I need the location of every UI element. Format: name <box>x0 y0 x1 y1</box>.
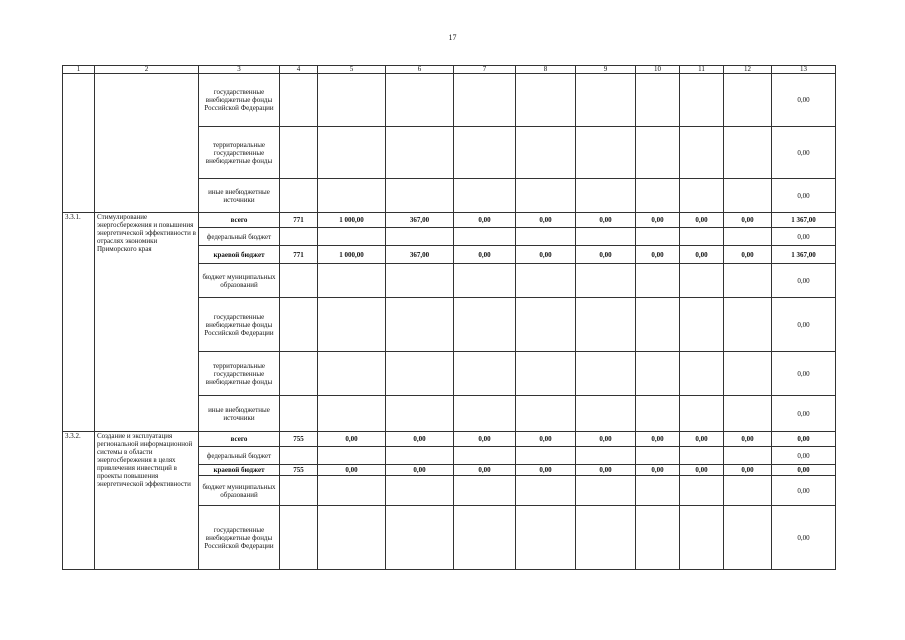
value-cell-c7 <box>454 74 516 127</box>
funding-source: краевой бюджет <box>199 246 280 264</box>
value-cell-c4: 755 <box>280 432 318 447</box>
value-cell-c8 <box>516 228 576 246</box>
value-cell-c12: 0,00 <box>724 246 772 264</box>
funding-source: иные внебюджетные источники <box>199 396 280 432</box>
value-cell-c13: 0,00 <box>772 396 836 432</box>
value-cell-c9 <box>576 179 636 213</box>
funding-source: территориальные государственные внебюджетные фонды <box>199 352 280 396</box>
section-code: 3.3.2. <box>63 432 95 570</box>
value-cell-c4 <box>280 298 318 352</box>
value-cell-c4 <box>280 396 318 432</box>
value-cell-c8 <box>516 74 576 127</box>
value-cell-c7 <box>454 352 516 396</box>
value-cell-c5 <box>318 228 386 246</box>
value-cell-c13: 1 367,00 <box>772 246 836 264</box>
value-cell-c13: 0,00 <box>772 74 836 127</box>
value-cell-c6 <box>386 396 454 432</box>
column-number: 6 <box>386 66 454 74</box>
value-cell-c5: 1 000,00 <box>318 213 386 228</box>
value-cell-c4: 771 <box>280 213 318 228</box>
value-cell-c12 <box>724 127 772 179</box>
value-cell-c8 <box>516 352 576 396</box>
value-cell-c8 <box>516 396 576 432</box>
value-cell-c6: 0,00 <box>386 432 454 447</box>
section-title: Стимулирование энергосбережения и повышения энергетической эффективности в отраслях экономики Приморского края <box>95 213 199 432</box>
value-cell-c4 <box>280 228 318 246</box>
value-cell-c9 <box>576 127 636 179</box>
value-cell-c5 <box>318 396 386 432</box>
value-cell-c12 <box>724 298 772 352</box>
value-cell-c7 <box>454 228 516 246</box>
value-cell-c13: 0,00 <box>772 432 836 447</box>
value-cell-c8: 0,00 <box>516 246 576 264</box>
value-cell-c12 <box>724 264 772 298</box>
value-cell-c12: 0,00 <box>724 465 772 476</box>
value-cell-c9 <box>576 352 636 396</box>
value-cell-c13: 0,00 <box>772 179 836 213</box>
value-cell-c12: 0,00 <box>724 213 772 228</box>
value-cell-c6: 0,00 <box>386 465 454 476</box>
funding-source: бюджет муниципальных образований <box>199 476 280 506</box>
value-cell-c11: 0,00 <box>680 432 724 447</box>
funding-source: иные внебюджетные источники <box>199 179 280 213</box>
value-cell-c5 <box>318 352 386 396</box>
value-cell-c11: 0,00 <box>680 246 724 264</box>
value-cell-c12 <box>724 74 772 127</box>
value-cell-c12 <box>724 228 772 246</box>
value-cell-c6 <box>386 476 454 506</box>
column-number: 10 <box>636 66 680 74</box>
value-cell-c9 <box>576 264 636 298</box>
value-cell-c11 <box>680 298 724 352</box>
funding-source: федеральный бюджет <box>199 447 280 465</box>
value-cell-c10 <box>636 476 680 506</box>
value-cell-c6 <box>386 298 454 352</box>
value-cell-c4 <box>280 74 318 127</box>
value-cell-c10: 0,00 <box>636 213 680 228</box>
value-cell-c6: 367,00 <box>386 246 454 264</box>
value-cell-c9 <box>576 447 636 465</box>
column-number: 3 <box>199 66 280 74</box>
value-cell-c9 <box>576 298 636 352</box>
value-cell-c7 <box>454 264 516 298</box>
value-cell-c10: 0,00 <box>636 465 680 476</box>
value-cell-c10 <box>636 228 680 246</box>
column-number: 4 <box>280 66 318 74</box>
value-cell-c5 <box>318 179 386 213</box>
value-cell-c7 <box>454 447 516 465</box>
value-cell-c11: 0,00 <box>680 213 724 228</box>
value-cell-c13: 1 367,00 <box>772 213 836 228</box>
value-cell-c9: 0,00 <box>576 246 636 264</box>
value-cell-c7 <box>454 298 516 352</box>
value-cell-c4 <box>280 506 318 570</box>
value-cell-c12 <box>724 179 772 213</box>
value-cell-c9: 0,00 <box>576 465 636 476</box>
value-cell-c4 <box>280 476 318 506</box>
value-cell-c5 <box>318 298 386 352</box>
column-number: 11 <box>680 66 724 74</box>
value-cell-c5 <box>318 447 386 465</box>
value-cell-c4 <box>280 264 318 298</box>
value-cell-c7: 0,00 <box>454 465 516 476</box>
value-cell-c6 <box>386 506 454 570</box>
value-cell-c7 <box>454 506 516 570</box>
value-cell-c11 <box>680 127 724 179</box>
value-cell-c10 <box>636 298 680 352</box>
value-cell-c8 <box>516 476 576 506</box>
funding-source: бюджет муниципальных образований <box>199 264 280 298</box>
section-code <box>63 74 95 213</box>
value-cell-c13: 0,00 <box>772 476 836 506</box>
funding-source: всего <box>199 213 280 228</box>
value-cell-c12 <box>724 396 772 432</box>
value-cell-c8 <box>516 447 576 465</box>
value-cell-c5 <box>318 476 386 506</box>
value-cell-c13: 0,00 <box>772 264 836 298</box>
value-cell-c11 <box>680 264 724 298</box>
value-cell-c11 <box>680 447 724 465</box>
value-cell-c12 <box>724 476 772 506</box>
value-cell-c10 <box>636 447 680 465</box>
value-cell-c7 <box>454 179 516 213</box>
value-cell-c9 <box>576 74 636 127</box>
value-cell-c5 <box>318 506 386 570</box>
value-cell-c7 <box>454 476 516 506</box>
value-cell-c9 <box>576 506 636 570</box>
budget-table <box>62 65 836 570</box>
funding-source: территориальные государственные внебюджетные фонды <box>199 127 280 179</box>
value-cell-c10 <box>636 127 680 179</box>
column-number: 8 <box>516 66 576 74</box>
value-cell-c9: 0,00 <box>576 213 636 228</box>
value-cell-c11 <box>680 179 724 213</box>
value-cell-c6 <box>386 74 454 127</box>
value-cell-c6 <box>386 127 454 179</box>
value-cell-c10 <box>636 264 680 298</box>
column-number: 7 <box>454 66 516 74</box>
value-cell-c5: 0,00 <box>318 432 386 447</box>
column-number: 9 <box>576 66 636 74</box>
page-number: 17 <box>448 33 457 42</box>
column-number: 13 <box>772 66 836 74</box>
value-cell-c13: 0,00 <box>772 447 836 465</box>
value-cell-c4 <box>280 179 318 213</box>
value-cell-c10: 0,00 <box>636 432 680 447</box>
value-cell-c5: 0,00 <box>318 465 386 476</box>
value-cell-c7: 0,00 <box>454 432 516 447</box>
value-cell-c12 <box>724 352 772 396</box>
value-cell-c13: 0,00 <box>772 127 836 179</box>
value-cell-c6: 367,00 <box>386 213 454 228</box>
value-cell-c11: 0,00 <box>680 465 724 476</box>
section-code: 3.3.1. <box>63 213 95 432</box>
value-cell-c11 <box>680 352 724 396</box>
funding-source: государственные внебюджетные фонды Российской Федерации <box>199 298 280 352</box>
column-number: 1 <box>63 66 95 74</box>
value-cell-c8 <box>516 264 576 298</box>
value-cell-c11 <box>680 396 724 432</box>
value-cell-c5 <box>318 74 386 127</box>
value-cell-c13: 0,00 <box>772 465 836 476</box>
value-cell-c13: 0,00 <box>772 228 836 246</box>
value-cell-c7 <box>454 127 516 179</box>
value-cell-c5: 1 000,00 <box>318 246 386 264</box>
value-cell-c10 <box>636 352 680 396</box>
value-cell-c8: 0,00 <box>516 213 576 228</box>
value-cell-c4: 755 <box>280 465 318 476</box>
funding-source: государственные внебюджетные фонды Российской Федерации <box>199 74 280 127</box>
value-cell-c6 <box>386 179 454 213</box>
value-cell-c10: 0,00 <box>636 246 680 264</box>
value-cell-c9 <box>576 476 636 506</box>
value-cell-c5 <box>318 264 386 298</box>
value-cell-c11 <box>680 476 724 506</box>
value-cell-c6 <box>386 264 454 298</box>
value-cell-c8: 0,00 <box>516 465 576 476</box>
column-number-row <box>63 66 836 74</box>
value-cell-c8: 0,00 <box>516 432 576 447</box>
value-cell-c9 <box>576 396 636 432</box>
funding-source: государственные внебюджетные фонды Российской Федерации <box>199 506 280 570</box>
value-cell-c13: 0,00 <box>772 298 836 352</box>
value-cell-c11 <box>680 506 724 570</box>
section-title <box>95 74 199 213</box>
value-cell-c8 <box>516 179 576 213</box>
table-row <box>63 432 836 447</box>
value-cell-c13: 0,00 <box>772 352 836 396</box>
value-cell-c11 <box>680 74 724 127</box>
value-cell-c8 <box>516 298 576 352</box>
value-cell-c4 <box>280 352 318 396</box>
value-cell-c12 <box>724 447 772 465</box>
value-cell-c8 <box>516 506 576 570</box>
value-cell-c4 <box>280 447 318 465</box>
funding-source: всего <box>199 432 280 447</box>
value-cell-c11 <box>680 228 724 246</box>
value-cell-c9 <box>576 228 636 246</box>
value-cell-c10 <box>636 506 680 570</box>
value-cell-c12 <box>724 506 772 570</box>
table-row <box>63 213 836 228</box>
section-title: Создание и эксплуатация региональной информационной системы в области энергосбережения в целях привлечения инвестиций в проекты повышения энергетической эффективности <box>95 432 199 570</box>
value-cell-c7: 0,00 <box>454 246 516 264</box>
value-cell-c10 <box>636 74 680 127</box>
table-row <box>63 74 836 127</box>
value-cell-c10 <box>636 396 680 432</box>
funding-source: краевой бюджет <box>199 465 280 476</box>
value-cell-c4: 771 <box>280 246 318 264</box>
value-cell-c6 <box>386 352 454 396</box>
column-number: 2 <box>95 66 199 74</box>
column-number: 5 <box>318 66 386 74</box>
value-cell-c7 <box>454 396 516 432</box>
value-cell-c6 <box>386 447 454 465</box>
value-cell-c8 <box>516 127 576 179</box>
value-cell-c10 <box>636 179 680 213</box>
value-cell-c7: 0,00 <box>454 213 516 228</box>
value-cell-c4 <box>280 127 318 179</box>
value-cell-c6 <box>386 228 454 246</box>
funding-source: федеральный бюджет <box>199 228 280 246</box>
column-number: 12 <box>724 66 772 74</box>
value-cell-c12: 0,00 <box>724 432 772 447</box>
value-cell-c5 <box>318 127 386 179</box>
value-cell-c13: 0,00 <box>772 506 836 570</box>
value-cell-c9: 0,00 <box>576 432 636 447</box>
